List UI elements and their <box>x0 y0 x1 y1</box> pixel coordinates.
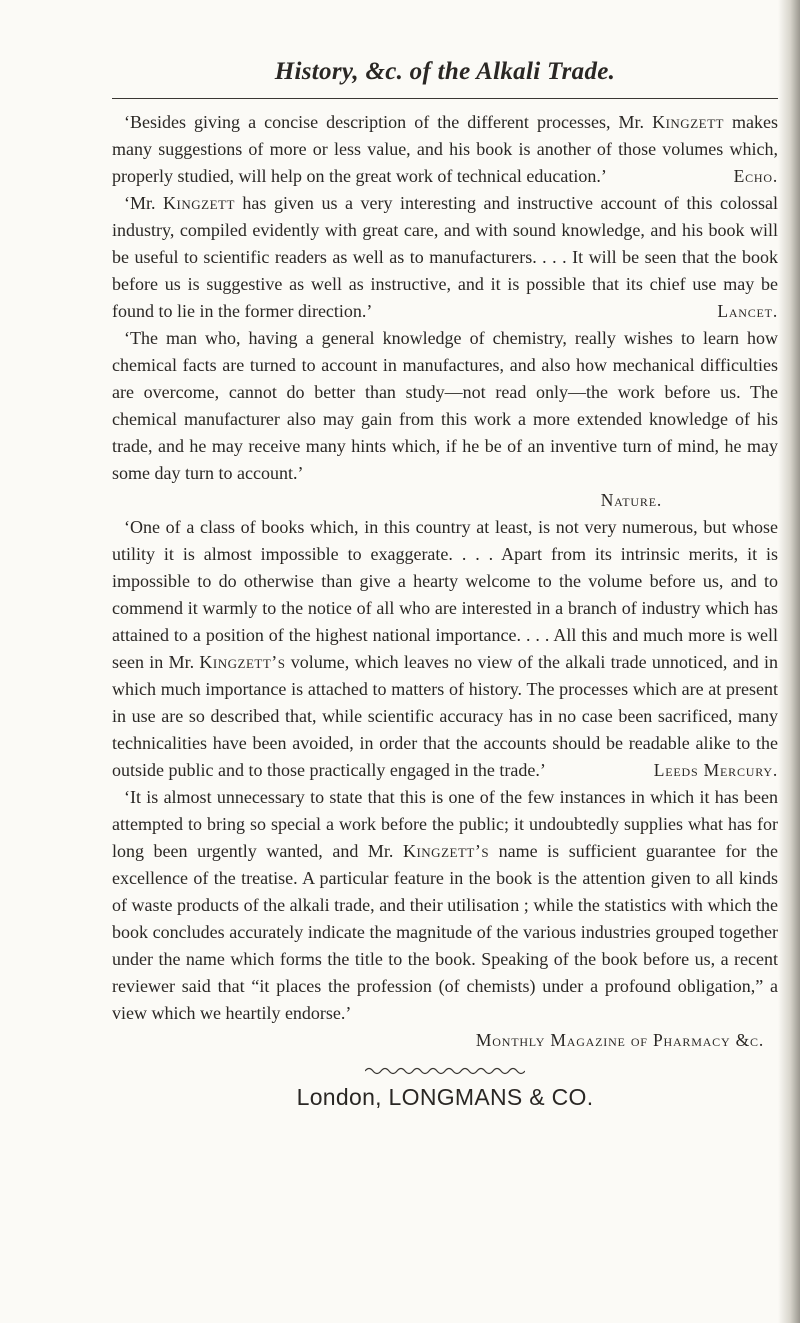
page-edge-shadow <box>778 0 800 1323</box>
author-name: Kingzett’s <box>199 652 286 672</box>
review-source: Lancet. <box>717 301 778 321</box>
author-name: Kingzett <box>652 112 724 132</box>
review-lancet <box>112 190 778 325</box>
review-source: Nature. <box>600 490 662 510</box>
review-text: ‘Besides giving a concise description of the different processes, Mr. Kingzett makes many suggestions of more or less value, and his book is another of those volumes which, properly studied, will help on the great work of technical education.’ Echo. <box>112 109 778 190</box>
decorative-squiggle <box>365 1066 525 1076</box>
review-nature <box>112 325 778 514</box>
review-source: Leeds Mercury. <box>653 760 778 780</box>
review-text: ‘The man who, having a general knowledge of chemistry, really wishes to learn how chemical facts are turned to account in manufactures, and also how mechanical difficulties are overcome, cannot do better than study—not read only—the work before us. The chemical manufacturer also may gain from this work a more extended knowledge of his trade, and he may receive many hints which, if he be of an inventive turn of mind, he may some day turn to account.’ <box>112 328 778 483</box>
author-name: Kingzett <box>163 193 235 213</box>
title-rule <box>112 98 778 99</box>
review-monthly-magazine <box>112 784 778 1054</box>
review-leeds-mercury <box>112 514 778 784</box>
running-title: History, &c. of the Alkali Trade. <box>274 58 616 85</box>
author-name: Kingzett’s <box>402 841 490 861</box>
review-text: ‘One of a class of books which, in this country at least, is not very numerous, but whose utility it is almost impossible to exaggerate. . . . Apart from its intrinsic merits, it is impossible to do otherwise than give a hearty welcome to the volume before us, and to commend it warmly to the notice of all who are interested in a branch of industry which has attained to a position of the highest national importance. . . . All this and much more is well seen in Mr. Kingzett’s volume, which leaves no view of the alkali trade unnoticed, and in which much importance is attached to matters of history. The processes which are at present in use are so described that, while scientific accuracy has in no case been sacrificed, many technicalities have been avoided, in order that the accounts should be readable alike to the outside public and to those practically engaged in the trade.’ Leeds Mercury. <box>112 514 778 784</box>
review-text: ‘Mr. Kingzett has given us a very interesting and instructive account of this colossal industry, compiled evidently with great care, and with sound knowledge, and his book will be useful to scientific readers as well as to manufacturers. . . . It will be seen that the book before us is suggestive as well as instructive, and it is possible that its chief use may be found to lie in the former direction.’ Lancet. <box>112 190 778 325</box>
page <box>112 58 778 1111</box>
review-text: ‘It is almost unnecessary to state that this is one of the few instances in which it has been attempted to bring so special a work before the public; it undoubtedly supplies what has for long been urgently wanted, and Mr. Kingzett’s name is sufficient guarantee for the excellence of the treatise. A particular feature in the book is the attention given to all kinds of waste products of the alkali trade, and their utilisation ; while the statistics with which the book concludes accurately indicate the magnitude of the various industries grouped together under the name which forms the title to the book. Speaking of the book before us, a recent reviewer said that “it places the profession (of chemists) under a profound obligation,” a view which we heartily endorse.’ <box>112 787 778 1023</box>
review-echo <box>112 109 778 190</box>
review-source: Echo. <box>733 166 778 186</box>
review-source: Monthly Magazine of Pharmacy &c. <box>475 1030 764 1050</box>
publisher-imprint: London, LONGMANS & CO. <box>296 1084 594 1110</box>
